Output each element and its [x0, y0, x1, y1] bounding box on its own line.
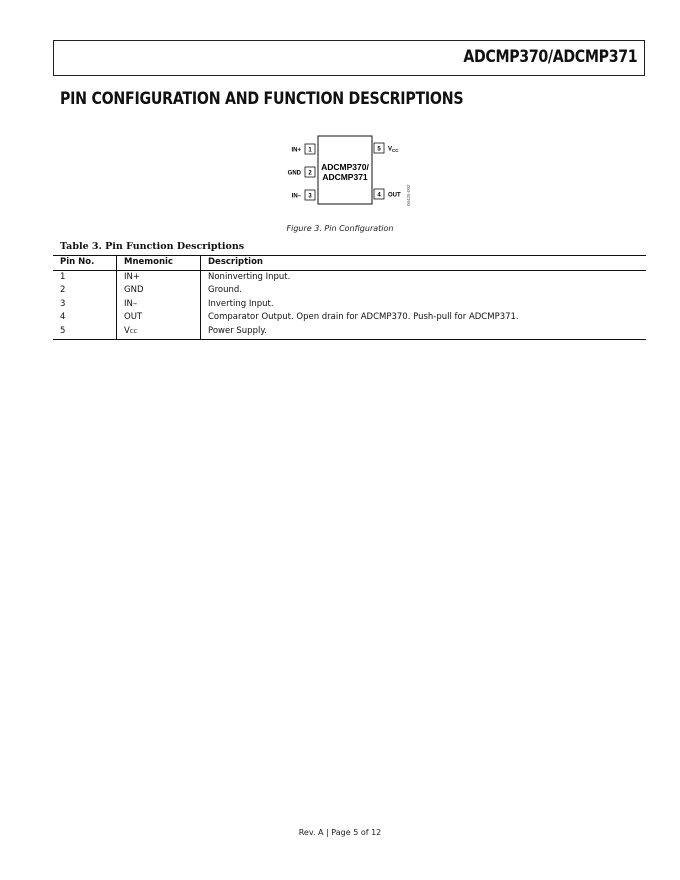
- pin-2: [288, 167, 315, 177]
- pin-mnemonic: IN–: [117, 298, 201, 312]
- pin-number: 4: [60, 312, 66, 322]
- pin-3: [292, 190, 315, 200]
- pin-number: 1: [60, 271, 66, 282]
- page-footer: Rev. A | Page 5 of 12: [298, 828, 382, 837]
- pin-description: Power Supply.: [201, 325, 647, 340]
- table-row: [53, 284, 646, 298]
- table-header-row: [53, 256, 646, 271]
- table-row: [53, 270, 646, 284]
- pin-function-table: [53, 255, 646, 340]
- pin-mnemonic: IN+: [117, 270, 201, 284]
- pin-4-label: OUT: [388, 192, 401, 199]
- document-title: ADCMP370/ADCMP371: [463, 47, 637, 66]
- chip-name-line2: ADCMP371: [322, 172, 368, 182]
- pin-description: Inverting Input.: [201, 298, 647, 312]
- table-row: [53, 298, 646, 312]
- pin-2-number: 2: [308, 170, 312, 177]
- header-description: Description: [201, 256, 647, 271]
- mnemonic-subscript: CC: [129, 328, 138, 335]
- header-box: [53, 40, 645, 76]
- pin-1-number: 1: [308, 147, 312, 154]
- mnemonic-base: V: [124, 325, 130, 336]
- section-title: PIN CONFIGURATION AND FUNCTION DESCRIPTIONS: [60, 89, 464, 108]
- pin-mnemonic: GND: [117, 284, 201, 298]
- pin-3-label: IN–: [291, 193, 301, 200]
- pin-1-label: IN+: [291, 147, 301, 154]
- pin-mnemonic: [117, 325, 201, 340]
- pin-4-number: 4: [377, 192, 381, 199]
- pin-description: Noninverting Input.: [201, 270, 647, 284]
- table-row: [53, 311, 646, 325]
- pin-description: Ground.: [201, 284, 647, 298]
- pin-5-number: 5: [377, 146, 381, 153]
- pin-number: 5: [60, 326, 66, 336]
- pin-5-label: $V_{CC}$: [388, 146, 399, 153]
- pin-number: 3: [60, 298, 66, 309]
- pin-description: Comparator Output. Open drain for ADCMP370. Push-pull for ADCMP371.: [201, 311, 647, 325]
- pin-4: [374, 189, 401, 199]
- figure-id: 06425-002: [406, 184, 411, 206]
- table-title: Table 3. Pin Function Descriptions: [60, 241, 245, 252]
- pin-2-label: GND: [287, 170, 301, 177]
- pin-5: [374, 143, 399, 153]
- pin-configuration-diagram: [270, 128, 420, 220]
- pin-5-label-subscript: CC: [392, 148, 399, 153]
- pin-mnemonic: OUT: [117, 311, 201, 325]
- chip-name-line1: ADCMP370/: [321, 162, 369, 172]
- table-row: [53, 325, 646, 340]
- header-pin-no: Pin No.: [60, 257, 95, 267]
- header-mnemonic: Mnemonic: [117, 256, 201, 271]
- pin-number: 2: [60, 285, 66, 295]
- pin-3-number: 3: [308, 193, 312, 200]
- pin-1: [291, 144, 315, 154]
- figure-caption: Figure 3. Pin Configuration: [286, 224, 394, 233]
